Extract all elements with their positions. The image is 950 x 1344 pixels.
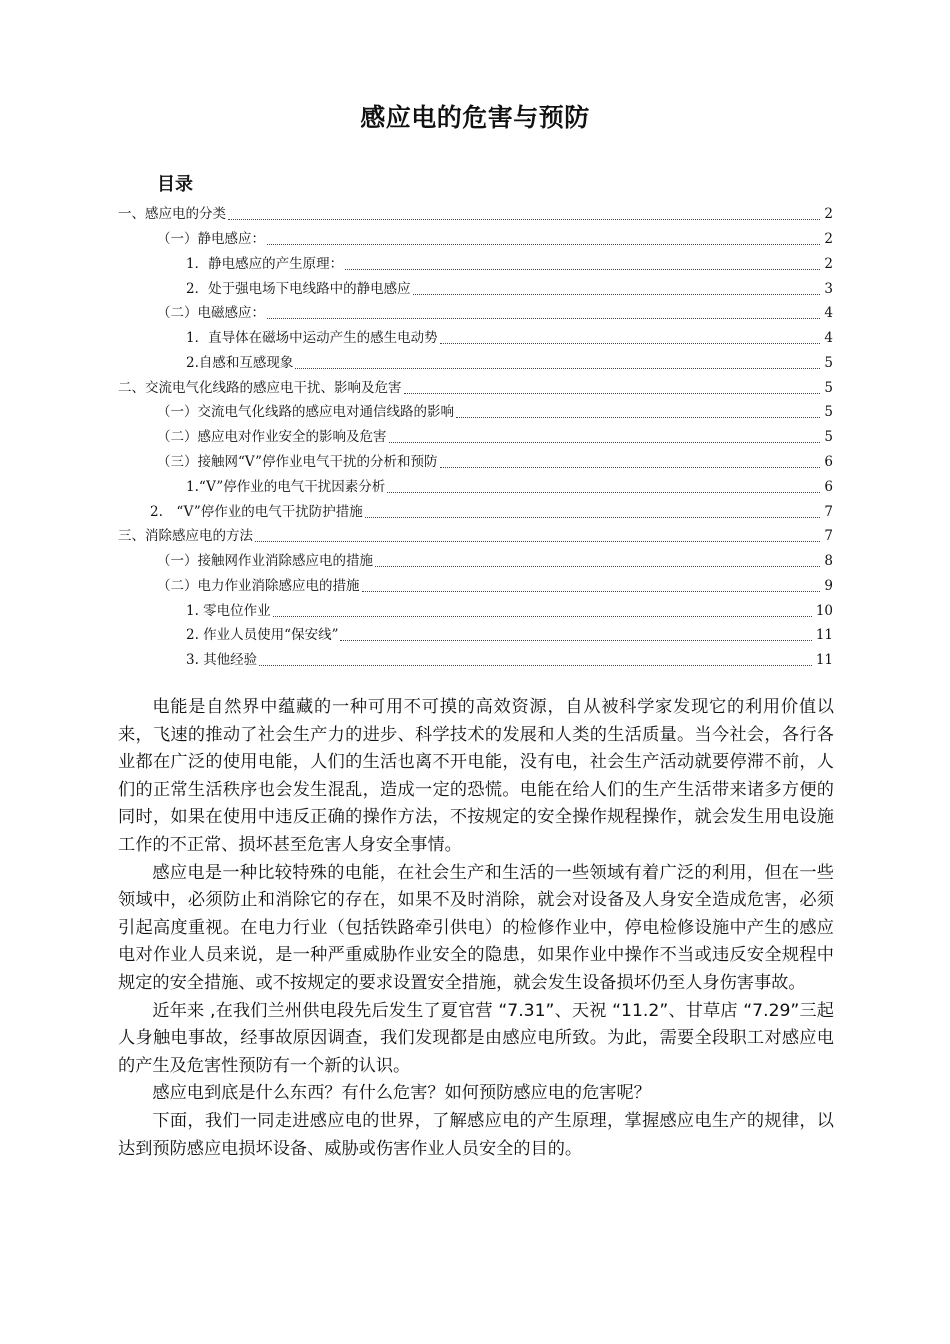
toc-entry-text: （三）接触网“V”停作业电气干扰的分析和预防 <box>157 454 438 470</box>
body-paragraph: 电能是自然界中蕴藏的一种可用不可摸的高效资源，自从被科学家发现它的利用价值以来，飞速的推动了社会生产力的进步、科学技术的发展和人类的生活质量。当今社会，各行各业都在广泛的使用电能，人们的生活也离不开电能，没有电，社会生产活动就要停滞不前，人们的正常生活秩序也会发生混乱，造成一定的恐慌。电能在给人们的生产生活带来诸多方便的同时，如果在使用中违反正确的操作方法，不按规定的安全操作规程操作，就会发生用电设施工作的不正常、损坏甚至危害人身安全事情。 <box>118 697 834 855</box>
toc-leader-dots <box>259 649 812 666</box>
toc-entry[interactable] <box>157 297 833 321</box>
body-paragraph: 近年来 ,在我们兰州供电段先后发生了夏官营 “7.31”、天祝 “11.2”、甘草店 “7.29”三起人身触电事故，经事故原因调查，我们发现都是由感应电所致。为此，需要全段职工对感应电的产生及危害性预防有一个新的认识。 <box>118 1000 834 1076</box>
body-paragraph: 下面，我们一同走进感应电的世界，了解感应电的产生原理，掌握感应电生产的规律，以达到预防感应电损坏设备、威胁或伤害作业人员安全的目的。 <box>118 1110 834 1159</box>
toc-entry-text: 1．静电感应的产生原理： <box>186 256 344 272</box>
toc-leader-dots <box>440 327 821 344</box>
body-paragraph: 感应电是一种比较特殊的电能，在社会生产和生活的一些领域有着广泛的利用，但在一些领域中，必须防止和消除它的存在，如果不及时消除，就会对设备及人身安全造成危害，必须引起高度重视。在电力行业（包括铁路牵引供电）的检修作业中，停电检修设施中产生的感应电对作业人员来说，是一种严重威胁作业安全的隐患，如果作业中操作不当或违反安全规程中规定的安全措施、或不按规定的要求设置安全措施，就会发生设备损坏仍至人身伤害事故。 <box>118 862 834 993</box>
toc-entry[interactable] <box>118 372 833 396</box>
toc-entry-text: （二）感应电对作业安全的影响及危害 <box>157 429 387 445</box>
toc-leader-dots <box>267 228 820 245</box>
toc-heading: 目录 <box>157 174 193 195</box>
toc-entry[interactable] <box>186 347 833 371</box>
toc-entry-page: 2 <box>824 206 833 222</box>
toc-entry-text: 一、感应电的分类 <box>118 206 226 222</box>
toc-entry-page: 6 <box>824 479 833 495</box>
toc-entry-text: （一）静电感应： <box>157 231 265 247</box>
body-text <box>118 694 834 1163</box>
toc-entry[interactable] <box>118 520 833 544</box>
toc-entry[interactable] <box>157 421 833 445</box>
toc-entry-text: 1．直导体在磁场中运动产生的感生电动势 <box>186 330 438 346</box>
toc-leader-dots <box>413 278 821 295</box>
toc-entry-page: 11 <box>815 652 833 668</box>
toc-entry[interactable] <box>157 545 833 569</box>
toc-entry[interactable] <box>186 471 833 495</box>
toc-leader-dots <box>389 426 821 443</box>
toc-leader-dots <box>295 352 820 369</box>
body-paragraph: 感应电到底是什么东西？有什么危害？如何预防感应电的危害呢？ <box>152 1083 651 1104</box>
toc-leader-dots <box>456 401 820 418</box>
toc-entry-text: 1.“V”停作业的电气干扰因素分析 <box>186 479 386 495</box>
toc-entry-page: 9 <box>824 578 833 594</box>
toc-leader-dots <box>273 600 812 617</box>
toc-entry[interactable] <box>157 446 833 470</box>
toc-entry-text: 二、交流电气化线路的感应电干扰、影响及危害 <box>118 380 402 396</box>
toc-entry-page: 4 <box>824 305 833 321</box>
toc-entry[interactable] <box>186 273 833 297</box>
toc-leader-dots <box>404 377 821 394</box>
toc-entry-text: 3. 其他经验 <box>186 652 258 668</box>
toc-entry-page: 10 <box>815 603 833 619</box>
toc-entry[interactable] <box>157 223 833 247</box>
toc-entry-text: 2. “V”停作业的电气干扰防护措施 <box>150 504 363 520</box>
toc-entry-page: 7 <box>824 528 833 544</box>
toc-entry-text: 2．处于强电场下电线路中的静电感应 <box>186 281 411 297</box>
toc-entry-text: （一）交流电气化线路的感应电对通信线路的影响 <box>157 404 454 420</box>
toc-entry-page: 4 <box>824 330 833 346</box>
toc-leader-dots <box>340 624 811 641</box>
toc-leader-dots <box>375 550 820 567</box>
toc-leader-dots <box>255 525 820 542</box>
toc-entry-page: 11 <box>815 627 833 643</box>
toc-leader-dots <box>228 203 820 220</box>
toc-entry-text: （二）电磁感应： <box>157 305 265 321</box>
toc-entry[interactable] <box>186 595 833 619</box>
toc-leader-dots <box>267 302 820 319</box>
toc-entry-page: 5 <box>824 355 833 371</box>
toc-entry-page: 3 <box>824 281 833 297</box>
toc-leader-dots <box>440 451 821 468</box>
toc-entry-page: 5 <box>824 429 833 445</box>
toc-entry[interactable] <box>186 322 833 346</box>
toc-entry-page: 5 <box>824 404 833 420</box>
toc-entry-page: 2 <box>824 231 833 247</box>
toc-entry-page: 5 <box>824 380 833 396</box>
toc-entry-text: （一）接触网作业消除感应电的措施 <box>157 553 373 569</box>
toc-entry[interactable] <box>186 644 833 668</box>
toc-entry-page: 6 <box>824 454 833 470</box>
toc-entry-text: 2.自感和互感现象 <box>186 355 294 371</box>
toc-entry[interactable] <box>118 198 833 222</box>
toc-leader-dots <box>365 501 821 518</box>
toc-leader-dots <box>345 253 820 270</box>
toc-entry[interactable] <box>157 570 833 594</box>
toc-entry[interactable] <box>186 619 833 643</box>
toc-entry[interactable] <box>157 396 833 420</box>
toc-entry-page: 2 <box>824 256 833 272</box>
toc-entry-page: 8 <box>824 553 833 569</box>
toc-entry[interactable] <box>150 496 833 520</box>
document-title: 感应电的危害与预防 <box>360 103 590 132</box>
toc-leader-dots <box>362 575 821 592</box>
toc-entry-text: 三、消除感应电的方法 <box>118 528 253 544</box>
toc-entry-text: （二）电力作业消除感应电的措施 <box>157 578 360 594</box>
toc-leader-dots <box>387 476 820 493</box>
toc-entry-text: 1. 零电位作业 <box>186 603 271 619</box>
toc-entry-page: 7 <box>824 504 833 520</box>
toc-entry-text: 2. 作业人员使用“保安线” <box>186 627 339 643</box>
toc-entry[interactable] <box>186 248 833 272</box>
